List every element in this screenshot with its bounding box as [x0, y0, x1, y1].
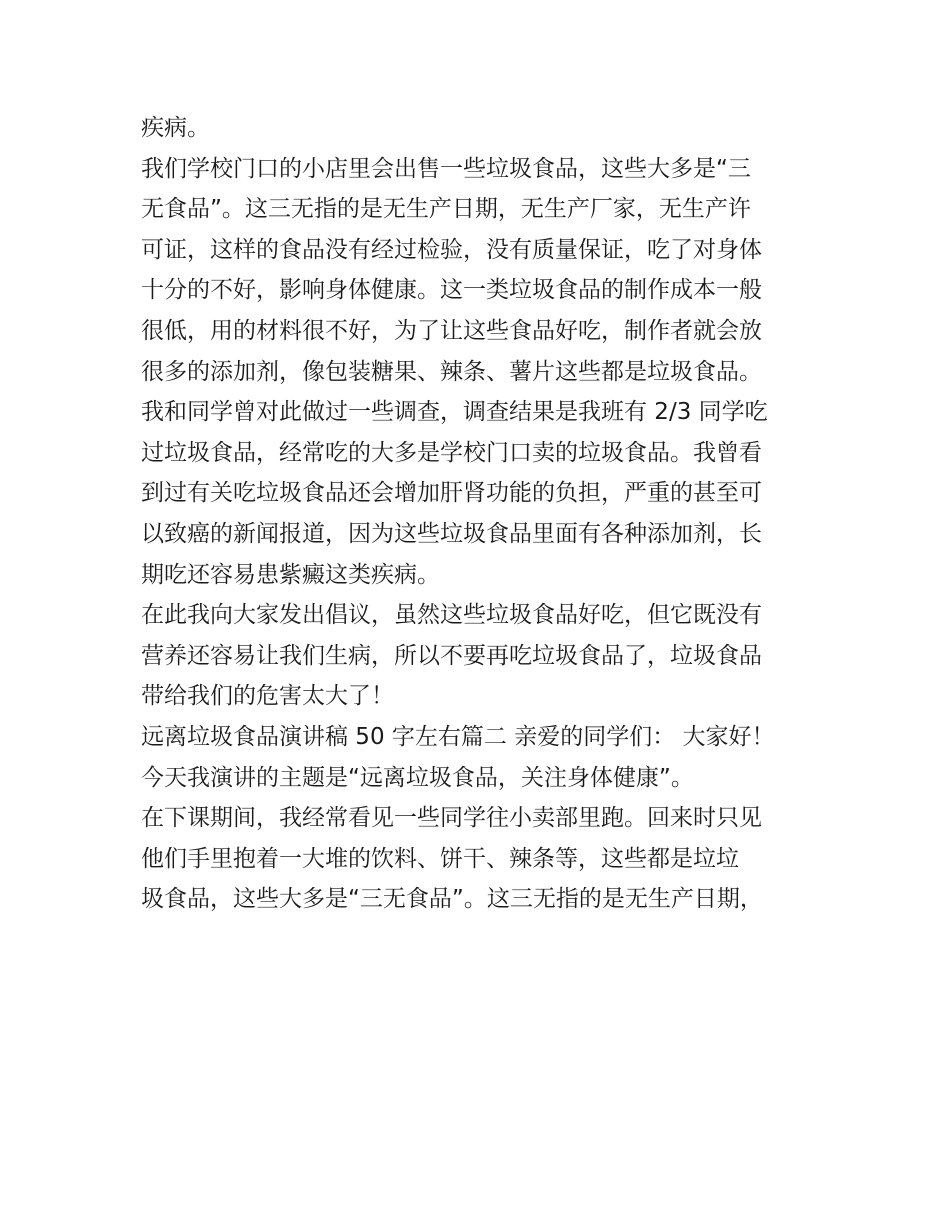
text-line: 以致癌的新闻报道，因为这些垃圾食品里面有各种添加剂，长 [141, 520, 762, 547]
text-line: 我们学校门口的小店里会出售一些垃圾食品，这些大多是“三 [141, 155, 751, 182]
text-line: 无食品”。这三无指的是无生产日期，无生产厂家，无生产许 [141, 196, 751, 223]
document-body [141, 108, 821, 920]
text-line: 今天我演讲的主题是“远离垃圾食品，关注身体健康”。 [141, 764, 694, 791]
text-line: 在此我向大家发出倡议，虽然这些垃圾食品好吃，但它既没有 [141, 602, 762, 629]
text-line: 很多的添加剂，像包装糖果、辣条、薯片这些都是垃圾食品。 [141, 358, 762, 385]
text-line: 过垃圾食品，经常吃的大多是学校门口卖的垃圾食品。我曾看 [141, 439, 762, 466]
text-line: 带给我们的危害太大了！ [141, 683, 394, 710]
text-line: 营养还容易让我们生病，所以不要再吃垃圾食品了，垃圾食品 [141, 642, 762, 669]
text-line: 期吃还容易患紫癜这类疾病。 [141, 561, 440, 588]
text-line: 到过有关吃垃圾食品还会增加肝肾功能的负担，严重的甚至可 [141, 480, 762, 507]
text-line: 他们手里抱着一大堆的饮料、饼干、辣条等，这些都是垃垃 [141, 845, 739, 872]
text-line: 圾食品，这些大多是“三无食品”。这三无指的是无生产日期， [141, 886, 763, 913]
text-line: 十分的不好，影响身体健康。这一类垃圾食品的制作成本一般 [141, 277, 762, 304]
text-line: 疾病。 [141, 115, 210, 141]
text-line: 很低，用的材料很不好，为了让这些食品好吃，制作者就会放 [141, 317, 762, 344]
text-line: 在下课期间，我经常看见一些同学往小卖部里跑。回来时只见 [141, 805, 762, 832]
text-line: 可证，这样的食品没有经过检验，没有质量保证，吃了对身体 [141, 236, 762, 263]
section-heading-line: 远离垃圾食品演讲稿 50 字左右篇二 亲爱的同学们： 大家好！ [141, 723, 775, 750]
text-line: 我和同学曾对此做过一些调查，调查结果是我班有 2/3 同学吃 [141, 399, 768, 426]
